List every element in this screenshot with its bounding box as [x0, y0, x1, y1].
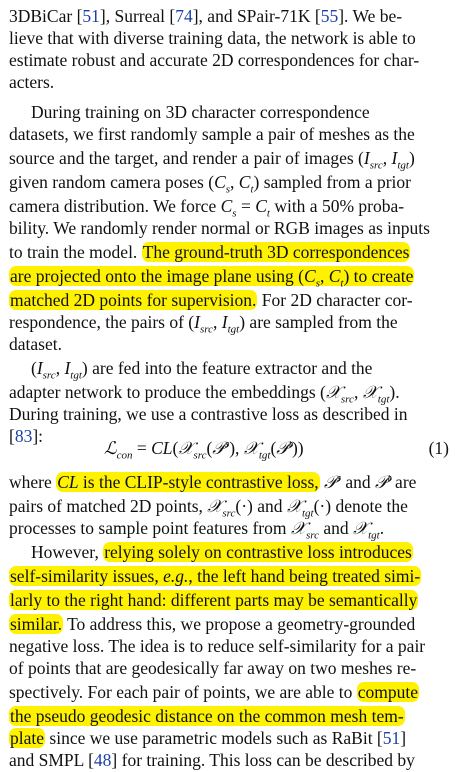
highlight-1a: The ground-truth 3D correspondences: [142, 242, 410, 262]
text-line-14: respondence, the pairs of ($I_{src}$, $I_{tgt}$) are sampled from the: [9, 312, 398, 336]
text-line-9: camera distribution. We force $C_s = C_t$ with a 50% proba-: [9, 196, 405, 220]
text-line-2: lieve that with diverse training data, the network is able to: [9, 28, 416, 48]
text-line-15: dataset.: [9, 334, 62, 354]
highlight-3a: relying solely on contrastive loss introduces: [104, 542, 412, 562]
highlight-3b: self-similarity issues, e.g., the left hand being treated simi-: [10, 566, 421, 586]
text-line-17: adapter network to produce the embeddings (𝒳$_{src}$, 𝒳$_{tgt}$).: [9, 382, 400, 406]
text-line-8: given random camera poses ($C_s$, $C_t$) sampled from a prior: [9, 172, 411, 196]
text-line-12: [9, 264, 414, 288]
text-line-18: During training, we use a contrastive loss as described in: [9, 404, 408, 424]
text-line-13: matched 2D points for supervision. For 2D character cor-: [10, 290, 413, 310]
highlight-3d: similar.: [10, 614, 63, 634]
text-line-11: to train the model. The ground-truth 3D correspondences: [9, 242, 410, 262]
highlight-4a: compute: [357, 682, 419, 702]
text-line-6: datasets, we first randomly sample a pair of meshes as the: [9, 124, 415, 144]
equation-1: ℒ$_{con}$ = CL(𝒳$_{src}$(𝒫$^s$), 𝒳$_{tgt}$(𝒫$^t$)) (1): [104, 438, 449, 462]
text-line-29: spectively. For each pair of points, we are able to compute: [9, 682, 419, 702]
text-line-19: [83]:: [9, 426, 44, 446]
highlight-3c: larly to the right hand: different parts may be semantically: [10, 590, 418, 610]
text-line-21: pairs of matched 2D points, 𝒳$_{src}$(·) and 𝒳$_{tgt}$(·) denote the: [9, 496, 408, 520]
text-line-32: and SMPL [48] for training. This loss can be described by: [9, 750, 415, 770]
highlight-4b: the pseudo geodesic distance on the common mesh tem-: [10, 706, 404, 726]
text-line-23: However, relying solely on contrastive loss introduces: [31, 542, 412, 562]
highlight-1b: are projected onto the image plane using ($C_s$, $C_t$) to create: [10, 266, 414, 290]
text-line-24: [9, 564, 421, 588]
equation-number: (1): [428, 438, 449, 458]
text-line-4: acters.: [9, 72, 55, 92]
text-line-20: where CL is the CLIP-style contrastive loss, 𝒫$^s$ and 𝒫$^t$ are: [9, 472, 417, 492]
text-line-16: ($I_{src}$, $I_{tgt}$) are fed into the feature extractor and the: [31, 358, 373, 382]
highlight-4c: plate: [10, 728, 45, 748]
text-line-26: similar. To address this, we propose a geometry-grounded: [10, 614, 416, 634]
highlight-2: CL is the CLIP-style contrastive loss,: [57, 472, 319, 492]
text-line-31: plate since we use parametric models such as RaBit [51]: [10, 728, 407, 748]
text-line-7: source and the target, and render a pair of images ($I_{src}$, $I_{tgt}$): [9, 148, 415, 172]
text-line-1: 3DBiCar [51], Surreal [74], and SPair-71K [55]. We be-: [9, 6, 403, 26]
text-line-5: During training on 3D character correspondence: [31, 102, 370, 122]
text-line-28: of points that are geodesically far away on two meshes re-: [9, 658, 417, 678]
text-line-10: bility. We randomly render normal or RGB images as inputs: [9, 218, 430, 238]
text-line-27: negative loss. The idea is to reduce self-similarity for a pair: [9, 636, 426, 656]
text-line-3: estimate robust and accurate 2D correspondences for char-: [9, 50, 420, 70]
text-line-25: [9, 588, 418, 612]
text-line-30: [9, 704, 405, 728]
text-line-22: processes to sample point features from 𝒳$_{src}$ and 𝒳$_{tgt}$.: [9, 518, 385, 542]
highlight-1c: matched 2D points for supervision.: [10, 290, 257, 310]
